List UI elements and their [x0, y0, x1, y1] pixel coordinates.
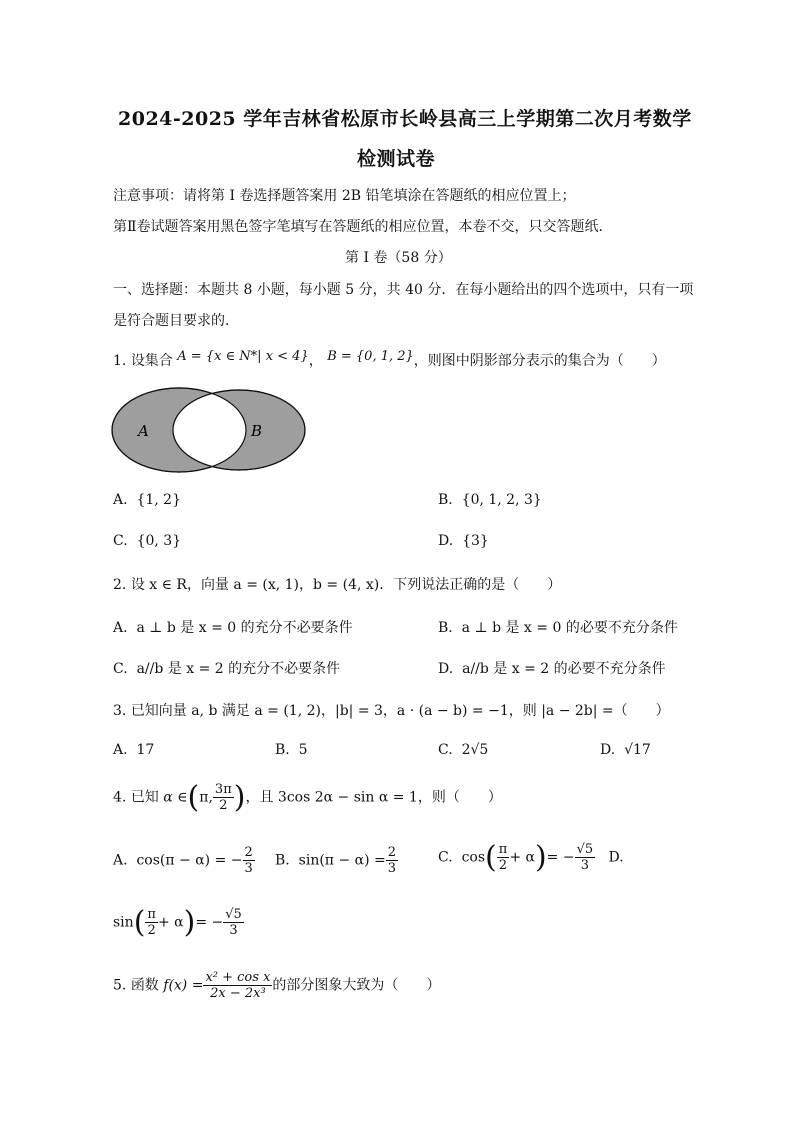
q4-option-d[interactable]: sin( $\frac{\pi}{2}$ + α)= − $\frac{√5}{3}$ [113, 905, 242, 940]
q2-option-a[interactable]: A. a ⊥ b 是 x = 0 的充分不必要条件 [113, 620, 353, 636]
q1-option-c[interactable]: C. {0, 3} [113, 533, 182, 549]
venn-diagram [108, 378, 313, 478]
q2-option-d[interactable]: D. a//b 是 x = 2 的必要不充分条件 [438, 661, 666, 677]
q1-comma: ， [308, 353, 323, 369]
exam-title-line1: 2024-2025 学年吉林省松原市长岭县高三上学期第二次月考数学 [118, 108, 692, 130]
q1-number: 1. [113, 353, 127, 369]
q4-option-a[interactable]: A. cos(π − α) = − $\frac{2}{3}$ [113, 845, 253, 876]
q1-pre: 设集合 [130, 353, 173, 369]
q4-option-b[interactable]: B. sin(π − α) = $\frac{2}{3}$ [275, 845, 397, 876]
venn-label-a: A [138, 422, 149, 440]
q1-option-d[interactable]: D. {3} [438, 533, 489, 549]
section-intro-line1: 一、选择题：本题共 8 小题，每小题 5 分，共 40 分．在每小题给出的四个选项中，只有一项 [113, 282, 694, 298]
q1-set-b: B = {0, 1, 2} [327, 349, 414, 364]
q5-stem: 5. 函数 f(x) = $\frac{\text{x² + cos x}}{\text{2x − 2x³}}$ 的部分图象大致为（ ） [113, 970, 441, 1001]
q2-option-c[interactable]: C. a//b 是 x = 2 的充分不必要条件 [113, 661, 341, 677]
q1-post: ，则图中阴影部分表示的集合为（ ） [413, 353, 666, 369]
exam-title-line2: 检测试卷 [357, 148, 436, 170]
q3-option-c[interactable]: C. 2√5 [438, 742, 489, 758]
q4-option-c[interactable]: C. cos( $\frac{\pi}{2}$ + α)= − $\frac{√5}{3}$ D. [438, 840, 624, 875]
q4-option-d-key[interactable]: D. [608, 849, 624, 866]
q1-option-b[interactable]: B. {0, 1, 2, 3} [438, 492, 542, 508]
venn-label-b: B [251, 422, 263, 440]
q3-option-d[interactable]: D. √17 [600, 742, 651, 758]
q1-set-a: A = {x ∈ N*| x < 4} [177, 349, 309, 364]
q2-option-b[interactable]: B. a ⊥ b 是 x = 0 的必要不充分条件 [438, 620, 678, 636]
notice-line2: 第Ⅱ卷试题答案用黑色签字笔填写在答题纸的相应位置，本卷不交，只交答题纸． [113, 219, 613, 235]
section-intro-line2: 是符合题目要求的． [113, 313, 239, 329]
section-heading: 第 I 卷（58 分） [345, 250, 452, 266]
q3-stem: 3. 已知向量 a, b 满足 a = (1, 2)，|b| = 3，a · (a − b) = −1，则 |a − 2b| =（ ） [113, 703, 670, 719]
q1-stem [113, 350, 666, 370]
q1-option-a[interactable]: A. {1, 2} [113, 492, 181, 508]
notice-line1: 注意事项：请将第 I 卷选择题答案用 2B 铅笔填涂在答题纸的相应位置上； [113, 188, 576, 204]
q2-stem: 2. 设 x ∈ R，向量 a = (x, 1)，b = (4, x)．下列说法正确的是（ ） [113, 577, 562, 593]
q3-option-a[interactable]: A. 17 [113, 742, 155, 758]
q3-option-b[interactable]: B. 5 [275, 742, 308, 758]
q4-stem: 4. 已知 α ∈(π, $\frac{3\pi}{2}$ )，且 3cos 2α − sin α = 1，则（ ） [113, 780, 502, 815]
